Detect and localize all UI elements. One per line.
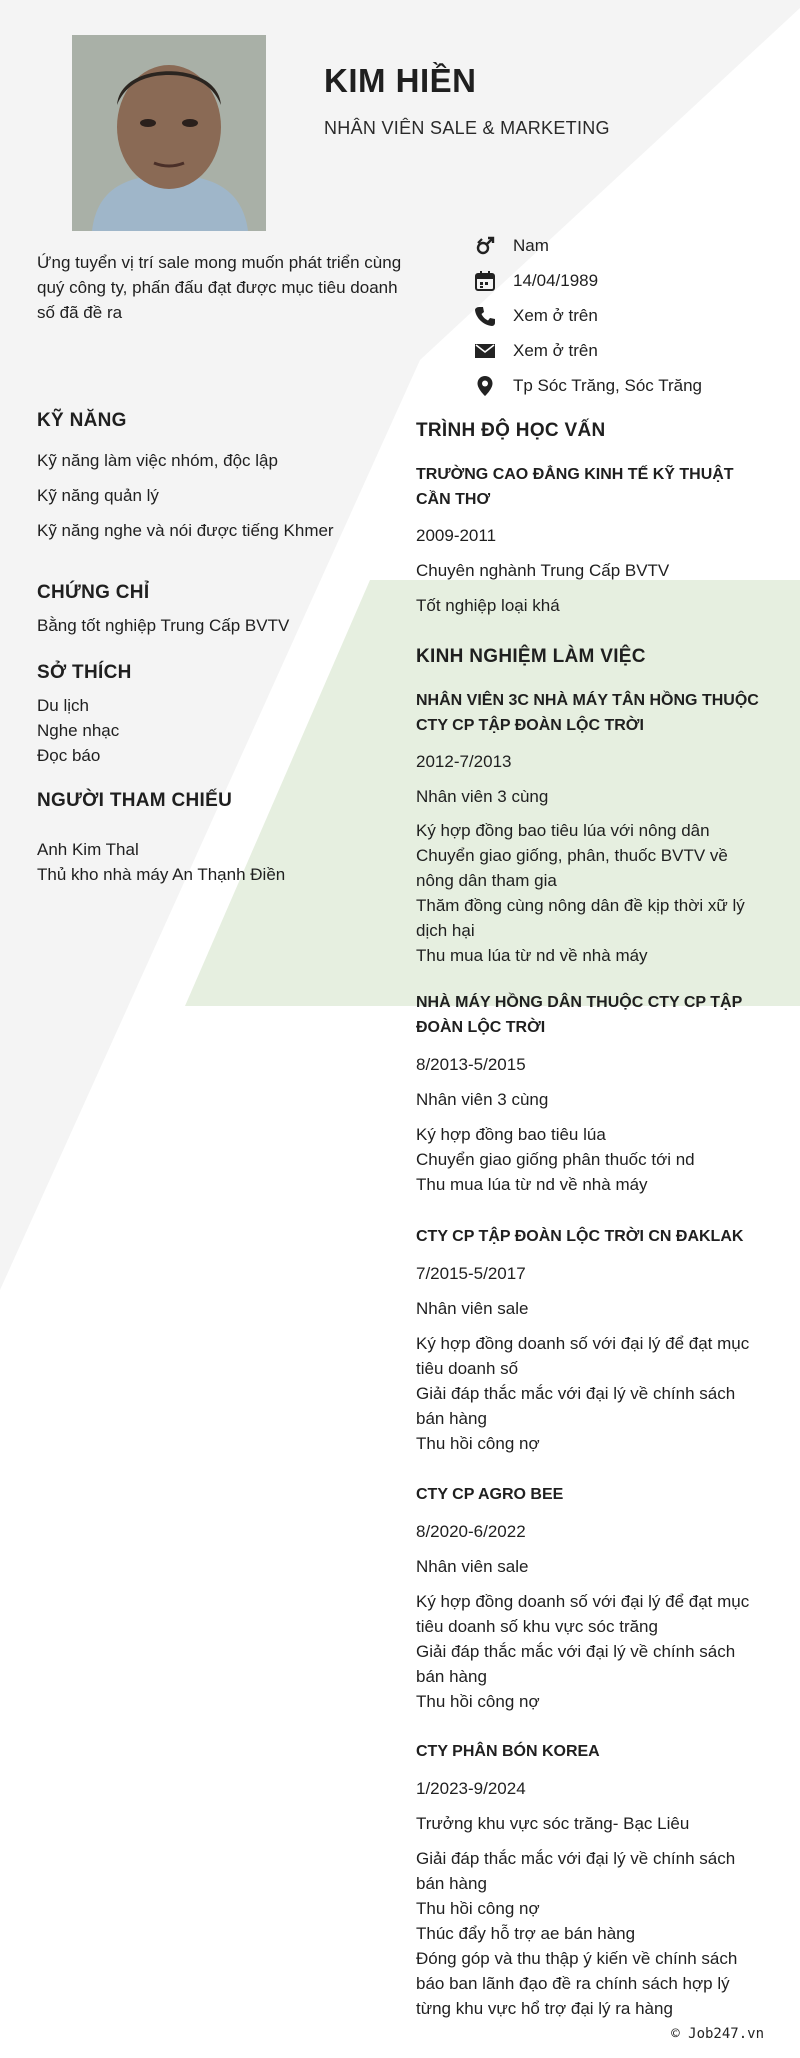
- job-role: Nhân viên 3 cùng: [416, 1090, 549, 1109]
- job-detail: Thúc đẩy hỗ trợ ae bán hàng: [416, 1924, 636, 1943]
- candidate-name: KIM HIỀN: [324, 62, 477, 99]
- job-detail: Giải đáp thắc mắc với đại lý về chính sách bán hàng: [416, 1849, 736, 1893]
- job-company: CTY CP TẬP ĐOÀN LỘC TRỜI CN ĐAKLAK: [416, 1228, 744, 1245]
- footer-watermark: © Job247.vn: [671, 2026, 764, 2042]
- job-detail: Thu hồi công nợ: [416, 1899, 540, 1918]
- reference-line: Thủ kho nhà máy An Thạnh Điền: [37, 865, 286, 884]
- job-period: 8/2013-5/2015: [416, 1055, 526, 1074]
- job-details: [416, 1331, 762, 1456]
- job-detail: Ký hợp đồng bao tiêu lúa với nông dân: [416, 821, 710, 840]
- job-period: 7/2015-5/2017: [416, 1264, 526, 1283]
- career-objective: Ứng tuyển vị trí sale mong muốn phát triển cùng quý công ty, phấn đấu đạt được mục tiêu doanh số đã đề ra: [37, 253, 402, 322]
- education-period: 2009-2011: [416, 526, 497, 545]
- location-icon: [471, 375, 499, 397]
- calendar-icon: [471, 270, 499, 292]
- job-detail: Ký hợp đồng bao tiêu lúa: [416, 1125, 606, 1144]
- avatar: [72, 35, 266, 231]
- references-heading: NGƯỜI THAM CHIẾU: [37, 790, 233, 811]
- skills-heading: KỸ NĂNG: [37, 410, 127, 431]
- skill-item: Kỹ năng làm việc nhóm, độc lập: [37, 451, 278, 470]
- job-company: CTY PHÂN BÓN KOREA: [416, 1743, 600, 1760]
- contact-gender: [471, 228, 791, 263]
- job-period: 8/2020-6/2022: [416, 1522, 526, 1541]
- job-details: [416, 818, 762, 968]
- hobbies-heading: SỞ THÍCH: [37, 662, 132, 683]
- profile-photo: [72, 35, 266, 231]
- phone-icon: [471, 305, 499, 327]
- job-details: [416, 1846, 762, 2021]
- job-role: Nhân viên 3 cùng: [416, 787, 549, 806]
- contact-email: [471, 333, 791, 368]
- skill-item: Kỹ năng nghe và nói được tiếng Khmer: [37, 521, 334, 540]
- job-detail: Thu hồi công nợ: [416, 1434, 540, 1453]
- job-detail: Giải đáp thắc mắc với đại lý về chính sách bán hàng: [416, 1384, 736, 1428]
- education-school: TRƯỜNG CAO ĐẲNG KINH TẾ KỸ THUẬT CẦN THƠ: [416, 466, 734, 508]
- job-detail: Ký hợp đồng doanh số với đại lý để đạt mục tiêu doanh số khu vực sóc trăng: [416, 1592, 750, 1636]
- education-major: Chuyên nghành Trung Cấp BVTV: [416, 561, 670, 580]
- job-details: [416, 1122, 762, 1197]
- contact-birthday-text: 14/04/1989: [513, 270, 599, 290]
- job-detail: Thu mua lúa từ nd về nhà máy: [416, 946, 648, 965]
- job-role: Nhân viên sale: [416, 1557, 529, 1576]
- contact-birthday: [471, 263, 791, 298]
- job-role: Trưởng khu vực sóc trăng- Bạc Liêu: [416, 1814, 690, 1833]
- job-role: Nhân viên sale: [416, 1299, 529, 1318]
- contact-phone: [471, 298, 791, 333]
- job-company: NHÂN VIÊN 3C NHÀ MÁY TÂN HỒNG THUỘC CTY CP TẬP ĐOÀN LỘC TRỜI: [416, 692, 759, 734]
- email-icon: [471, 340, 499, 362]
- job-details: [416, 1589, 762, 1714]
- contact-list: [471, 228, 791, 403]
- job-detail: Thu mua lúa từ nd về nhà máy: [416, 1175, 648, 1194]
- hobby-item: Nghe nhạc: [37, 721, 120, 740]
- education-result: Tốt nghiệp loại khá: [416, 596, 560, 615]
- contact-address: [471, 368, 791, 403]
- job-period: 2012-7/2013: [416, 752, 512, 771]
- job-detail: Đóng góp và thu thập ý kiến về chính sách báo ban lãnh đạo đề ra chính sách hợp lý từng khu vực hổ trợ đại lý ra hàng: [416, 1949, 738, 2018]
- hobby-item: Du lịch: [37, 696, 89, 715]
- gender-icon: [471, 235, 499, 257]
- job-detail: Giải đáp thắc mắc với đại lý về chính sách bán hàng: [416, 1642, 736, 1686]
- contact-gender-text: Nam: [513, 235, 549, 255]
- contact-phone-text: Xem ở trên: [513, 305, 598, 325]
- job-detail: Chuyển giao giống phân thuốc tới nd: [416, 1150, 695, 1169]
- certificates-heading: CHỨNG CHỈ: [37, 582, 150, 603]
- job-detail: Thăm đồng cùng nông dân đề kịp thời xữ lý dịch hại: [416, 896, 745, 940]
- reference-line: Anh Kim Thal: [37, 840, 139, 859]
- education-heading: TRÌNH ĐỘ HỌC VẤN: [416, 420, 606, 441]
- job-company: NHÀ MÁY HỒNG DÂN THUỘC CTY CP TẬP ĐOÀN LỘC TRỜI: [416, 994, 742, 1036]
- experience-heading: KINH NGHIỆM LÀM VIỆC: [416, 646, 646, 667]
- certificate-item: Bằng tốt nghiệp Trung Cấp BVTV: [37, 616, 290, 635]
- skill-item: Kỹ năng quản lý: [37, 486, 159, 505]
- job-detail: Chuyển giao giống, phân, thuốc BVTV về nông dân tham gia: [416, 846, 728, 890]
- contact-email-text: Xem ở trên: [513, 340, 598, 360]
- job-detail: Ký hợp đồng doanh số với đại lý để đạt mục tiêu doanh số: [416, 1334, 750, 1378]
- hobby-item: Đọc báo: [37, 746, 101, 765]
- job-title: NHÂN VIÊN SALE & MARKETING: [324, 118, 610, 138]
- job-detail: Thu hồi công nợ: [416, 1692, 540, 1711]
- job-company: CTY CP AGRO BEE: [416, 1486, 564, 1503]
- contact-address-text: Tp Sóc Trăng, Sóc Trăng: [513, 375, 702, 395]
- job-period: 1/2023-9/2024: [416, 1779, 526, 1798]
